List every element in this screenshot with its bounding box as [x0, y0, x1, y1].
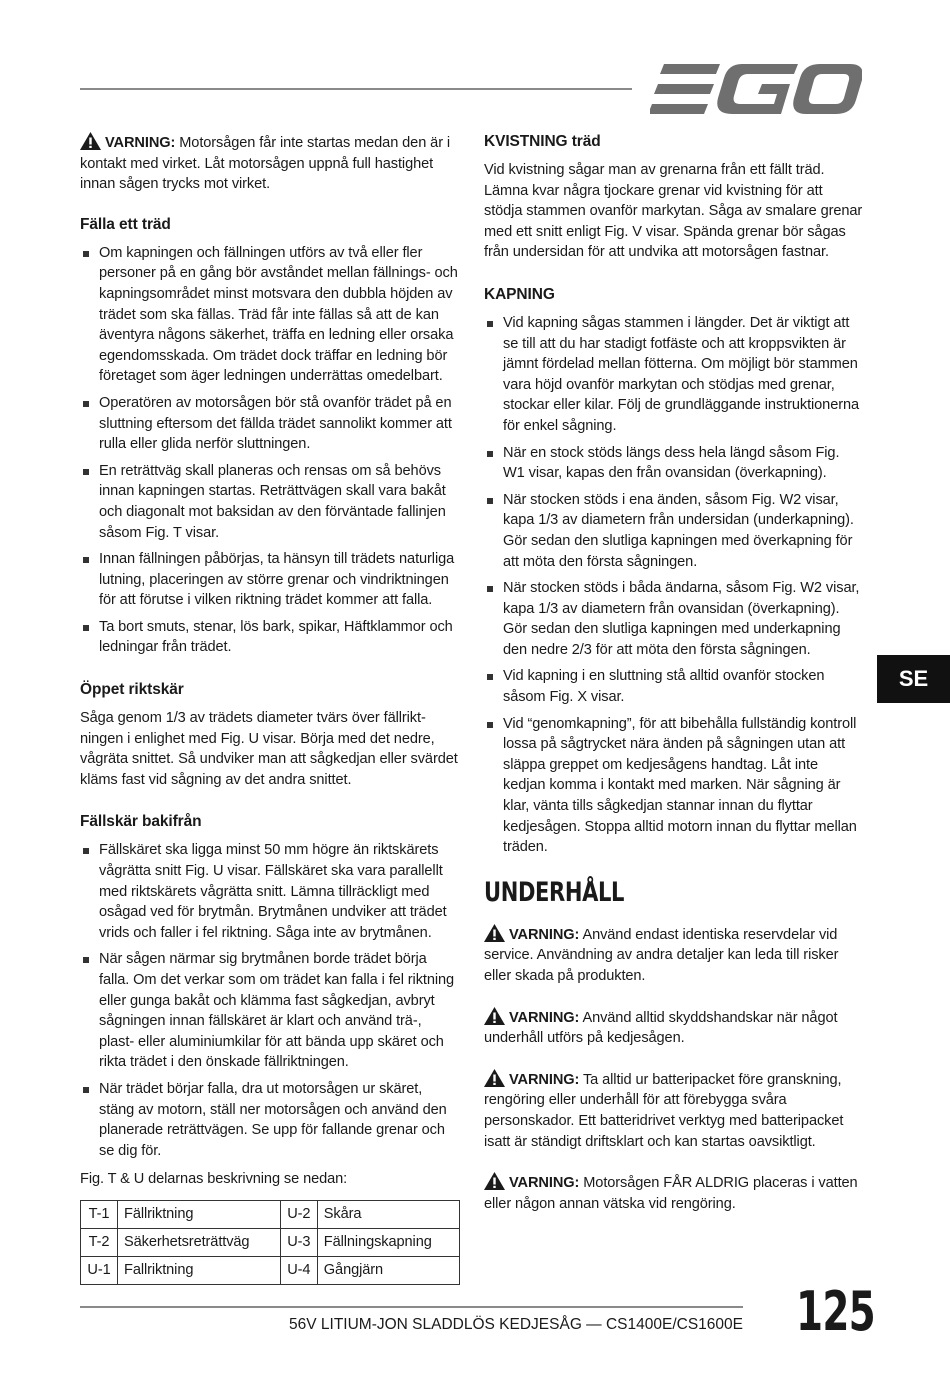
- left-column: [80, 132, 460, 1285]
- table-row: [81, 1200, 460, 1228]
- warning-vatten: [484, 1172, 864, 1214]
- warning-text: Ta alltid ur batteripacket före granskning, rengöring eller underhåll för att förebygga svåra personskador. Ett batteridrivet verktyg med batteripacket isatt är ständigt driftsklart och kan startas oavsiktligt.: [484, 1071, 844, 1150]
- warning-reservdelar: [484, 924, 864, 987]
- part-code: U-4: [280, 1256, 317, 1284]
- list-item: När stocken stöds i båda ändarna, såsom Fig. W2 visar, kapa 1/3 av diametern från ovansidan (överkapning). Gör sedan den slutliga kapningen med underkapning den nedre 2/3 för att möta den första sågningen.: [484, 578, 864, 660]
- part-code: T-2: [81, 1228, 118, 1256]
- part-code: U-3: [280, 1228, 317, 1256]
- list-item: När stocken stöds i ena änden, såsom Fig. W2 visar, kapa 1/3 av diametern från undersidan (underkapning). Gör sedan den slutliga kapningen med överkapning för att möta den första sågningen.: [484, 490, 864, 572]
- header-rule: [80, 88, 632, 90]
- heading-oppet: Öppet riktskär: [80, 681, 184, 699]
- warning-triangle-icon: [484, 1172, 505, 1190]
- part-desc: Skåra: [317, 1200, 459, 1228]
- warning-skyddshandskar: [484, 1007, 864, 1049]
- part-desc: Fallriktning: [118, 1256, 281, 1284]
- ego-logo: [650, 62, 862, 116]
- warning-motorstart: [80, 132, 460, 195]
- part-desc: Fällningskapning: [317, 1228, 459, 1256]
- warning-label: VARNING:: [105, 135, 176, 151]
- warning-triangle-icon: [484, 1007, 505, 1025]
- heading-underhall: UNDERHÅLL: [484, 876, 625, 908]
- list-falla: [80, 243, 460, 658]
- right-column: [484, 132, 864, 1234]
- paragraph-oppet: Såga genom 1/3 av trädets diameter tvärs över fällrikt-ningen i enlighet med Fig. U visar. Börja med det nedre, vågräta snittet. Så undviker man att sågkedjan eller svärdet kläms fast vid sågning av det andra snittet.: [80, 710, 458, 788]
- heading-kapning: KAPNING: [484, 285, 555, 303]
- heading-fallskar: Fällskär bakifrån: [80, 813, 202, 831]
- list-item: Operatören av motorsågen bör stå ovanför trädet på en sluttning eftersom det fällda trädet sannolikt kommer att rulla eller glida nerför sluttningen.: [80, 393, 460, 455]
- page-number: 125: [796, 1280, 876, 1343]
- heading-kvistning: KVISTNING träd: [484, 133, 601, 150]
- warning-triangle-icon: [80, 132, 101, 150]
- part-code: T-1: [81, 1200, 118, 1228]
- list-kapning: [484, 313, 864, 858]
- list-item: Vid “genomkapning”, för att bibehålla fullständig kontroll lossa på sågtrycket nära änden på sågningen utan att släppa greppet om kedjesågens handtag. Låt inte kedjan komma i kontakt med marken. När sågning är klar, vänta tills sågkedjan stannar innan du flyttar kedjesågen. Stoppa alltid motorn innan du flyttar mellan träden.: [484, 714, 864, 858]
- list-item: Om kapningen och fällningen utförs av två eller fler personer på en gång bör avståndet mellan fällnings- och kapningsområdet minst motsvara den dubbla höjden av trädet som ska fällas. Träd får inte fällas så att de kan äventyra någons säkerhet, träffa en ledning eller orsaka egendomsskada. Om trädet dock träffar en ledning bör företaget som äger ledningen underrättas omedelbart.: [80, 243, 460, 387]
- list-fallskar: [80, 840, 460, 1161]
- list-item: Innan fällningen påbörjas, ta hänsyn till trädets naturliga lutning, placeringen av större grenar och vindriktningen för att förutse i vilken riktning trädet kommer att falla.: [80, 549, 460, 611]
- list-item: Vid kapning sågas stammen i längder. Det är viktigt att se till att du har stadigt fotfäste och att kroppsvikten är jämnt fördelad mellan fötterna. Om möjligt bör stammen vara höjd ovanför markytan och stödjas med grenar, stockar eller kilar. Följ de grundläggande instruktionerna för enkel sågning.: [484, 313, 864, 437]
- warning-label: VARNING:: [509, 926, 580, 943]
- warning-text: Motorsågen får inte startas medan den är i kontakt med virket. Låt motorsågen uppnå full hastighet innan sågen trycks mot virket.: [80, 135, 451, 193]
- footer-rule: [80, 1306, 743, 1308]
- footer-title: 56V LITIUM-JON SLADDLÖS KEDJESÅG — CS1400E/CS1600E: [289, 1316, 743, 1333]
- fig-caption: Fig. T & U delarnas beskrivning se nedan:: [80, 1171, 348, 1188]
- part-code: U-1: [81, 1256, 118, 1284]
- warning-label: VARNING:: [509, 1175, 580, 1192]
- language-tab: SE: [877, 655, 950, 703]
- warning-text: Använd endast identiska reservdelar vid service. Användning av andra detaljer kan leda till risker eller skada på produkten.: [484, 926, 839, 984]
- warning-label: VARNING:: [509, 1071, 580, 1088]
- part-desc: Säkerhetsreträttväg: [118, 1228, 281, 1256]
- table-row: [81, 1256, 460, 1284]
- list-item: Ta bort smuts, stenar, lös bark, spikar, Häftklammor och ledningar från trädet.: [80, 617, 460, 658]
- warning-triangle-icon: [484, 924, 505, 942]
- heading-falla: Fälla ett träd: [80, 215, 171, 233]
- warning-text: Motorsågen FÅR ALDRIG placeras i vatten eller någon annan vätska vid rengöring.: [484, 1175, 858, 1212]
- list-item: När en stock stöds längs dess hela längd såsom Fig. W1 visar, kapas den från ovansidan (överkapning).: [484, 443, 864, 484]
- warning-text: Använd alltid skyddshandskar när något underhåll utförs på kedjesågen.: [484, 1009, 838, 1047]
- warning-batteripack: [484, 1069, 864, 1152]
- table-row: [81, 1228, 460, 1256]
- list-item: En reträttväg skall planeras och rensas om så behövs innan kapningen startas. Reträttvägen skall vara bakåt och diagonalt mot baksidan av den förväntade fallinjen såsom Fig. T visar.: [80, 461, 460, 543]
- parts-table: [80, 1200, 460, 1285]
- list-item: När sågen närmar sig brytmånen borde trädet börja falla. Om det verkar som om trädet kan falla i fel riktning eller gunga bakåt och klämma fast sågkedjan, avbryt sågningen innan fällskäret är klart och använd trä-, plast- eller aluminiumkilar för att bända upp skäret och rikta trädet i den önskade fällriktningen.: [80, 949, 460, 1073]
- paragraph-kvistning: Vid kvistning sågar man av grenarna från ett fällt träd. Lämna kvar några tjockare grenar vid kvistning för att stödja stammen ovanför markytan. Såga av smalare grenar med ett snitt enligt Fig. V visar. Spända grenar bör sågas från undersidan för att undvika att motorsågen fastnar.: [484, 162, 863, 261]
- part-desc: Gångjärn: [317, 1256, 459, 1284]
- list-item: När trädet börjar falla, dra ut motorsågen ur skäret, stäng av motorn, ställ ner motorsågen och använd den planerade reträttvägen. Se upp för fallande grenar och se dig för.: [80, 1079, 460, 1161]
- list-item: Vid kapning i en sluttning stå alltid ovanför stocken såsom Fig. X visar.: [484, 666, 864, 707]
- warning-triangle-icon: [484, 1069, 505, 1087]
- list-item: Fällskäret ska ligga minst 50 mm högre än riktskärets vågrätta snitt Fig. U visar. Fällskäret ska vara parallellt med riktskärets vågrätta snitt. Lämna tillräckligt med osågad ved för brytmån. Brytmånen undviker att trädet vrids och faller i fel riktning. Såga inte av brytmånen.: [80, 840, 460, 943]
- part-code: U-2: [280, 1200, 317, 1228]
- part-desc: Fällriktning: [118, 1200, 281, 1228]
- warning-label: VARNING:: [509, 1009, 580, 1026]
